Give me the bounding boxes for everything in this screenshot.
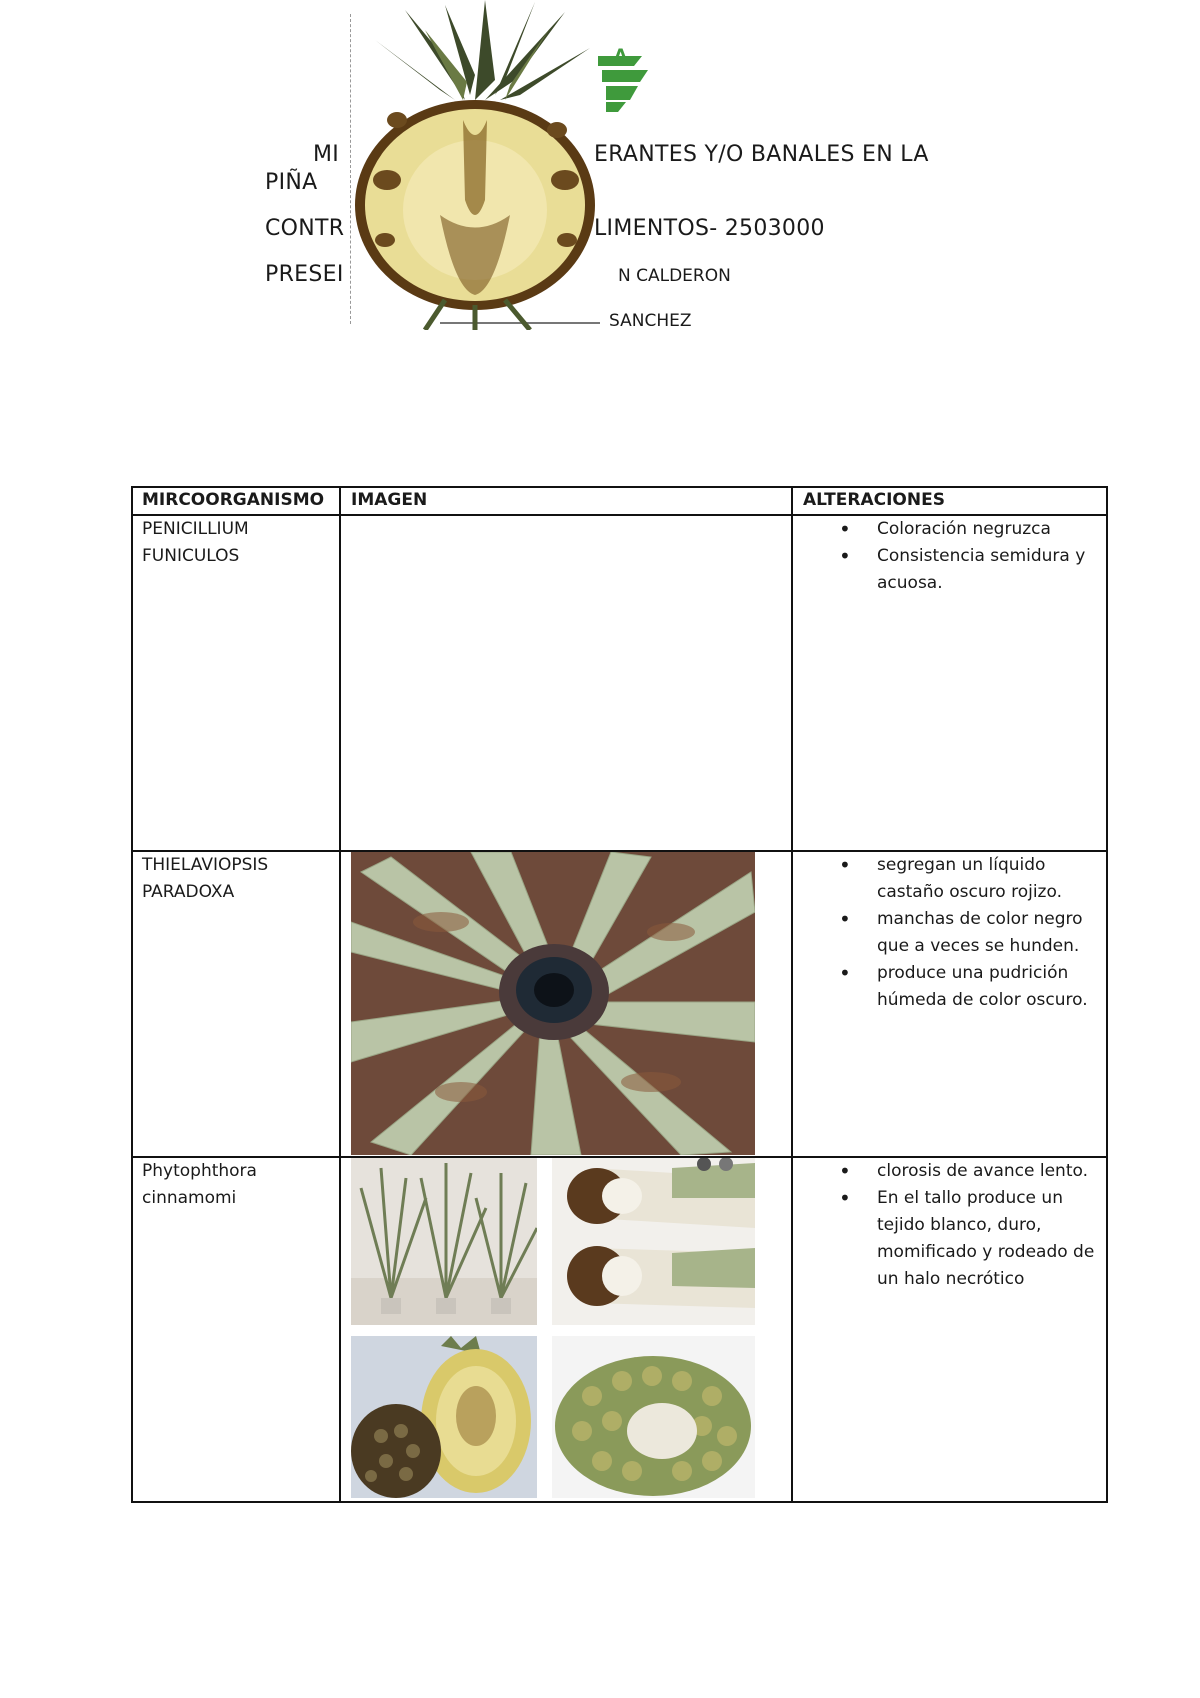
organism-name [142, 852, 268, 906]
table-border [791, 486, 793, 1503]
column-header-organism: MIRCOORGANISMO [142, 490, 325, 510]
alteration-item: • En el tallo produce un tejido blanco, duro, momificado y rodeado de un halo necrótico [877, 1185, 1107, 1293]
alteration-item: • Consistencia semidura y acuosa. [877, 543, 1107, 597]
pineapple-cross-section-photo [345, 0, 605, 330]
course-fragment-right: LIMENTOS- 2503000 [594, 216, 825, 241]
phytophthora-fruit-skin-photo [552, 1336, 755, 1498]
organism-name-line: Phytophthora [142, 1161, 257, 1181]
organism-name-line: PENICILLIUM [142, 519, 249, 539]
table-border [131, 1501, 1108, 1503]
organism-name-line: PARADOXA [142, 882, 235, 902]
alteration-item: • manchas de color negro que a veces se hunden. [877, 906, 1107, 960]
title-line2: PIÑA [265, 170, 318, 195]
thielaviopsis-photo [351, 852, 755, 1155]
course-fragment-left: CONTR [265, 216, 345, 241]
alteration-item: • clorosis de avance lento. [877, 1158, 1107, 1185]
alteration-item: • segregan un líquido castaño oscuro rojizo. [877, 852, 1107, 906]
author-fragment-2: SANCHEZ [609, 311, 692, 331]
organism-name-line: FUNICULOS [142, 546, 240, 566]
organism-name-line: cinnamomi [142, 1188, 237, 1208]
presented-fragment-left: PRESEI [265, 262, 344, 287]
alterations-list [877, 516, 1107, 597]
alteration-item: • produce una pudrición húmeda de color oscuro. [877, 960, 1107, 1014]
author-fragment-1: N CALDERON [618, 266, 731, 286]
column-header-alterations: ALTERACIONES [803, 490, 945, 510]
microorganism-table [131, 486, 1108, 1503]
table-border [339, 486, 341, 1503]
phytophthora-fruit-section-photo [351, 1336, 537, 1498]
column-header-image: IMAGEN [351, 490, 428, 510]
phytophthora-stem-photo [552, 1158, 755, 1325]
title-fragment-left: MI [313, 142, 340, 167]
organism-name [142, 1158, 257, 1212]
alterations-list [877, 1158, 1107, 1293]
table-border [131, 486, 133, 1503]
phytophthora-plants-photo [351, 1158, 537, 1325]
alterations-list [877, 852, 1107, 1014]
title-fragment-right: ERANTES Y/O BANALES EN LA [594, 142, 929, 167]
organism-name [142, 516, 249, 570]
logo-letter: A [614, 46, 628, 66]
organism-name-line: THIELAVIOPSIS [142, 855, 269, 875]
alteration-item: • Coloración negruzca [877, 516, 1107, 543]
